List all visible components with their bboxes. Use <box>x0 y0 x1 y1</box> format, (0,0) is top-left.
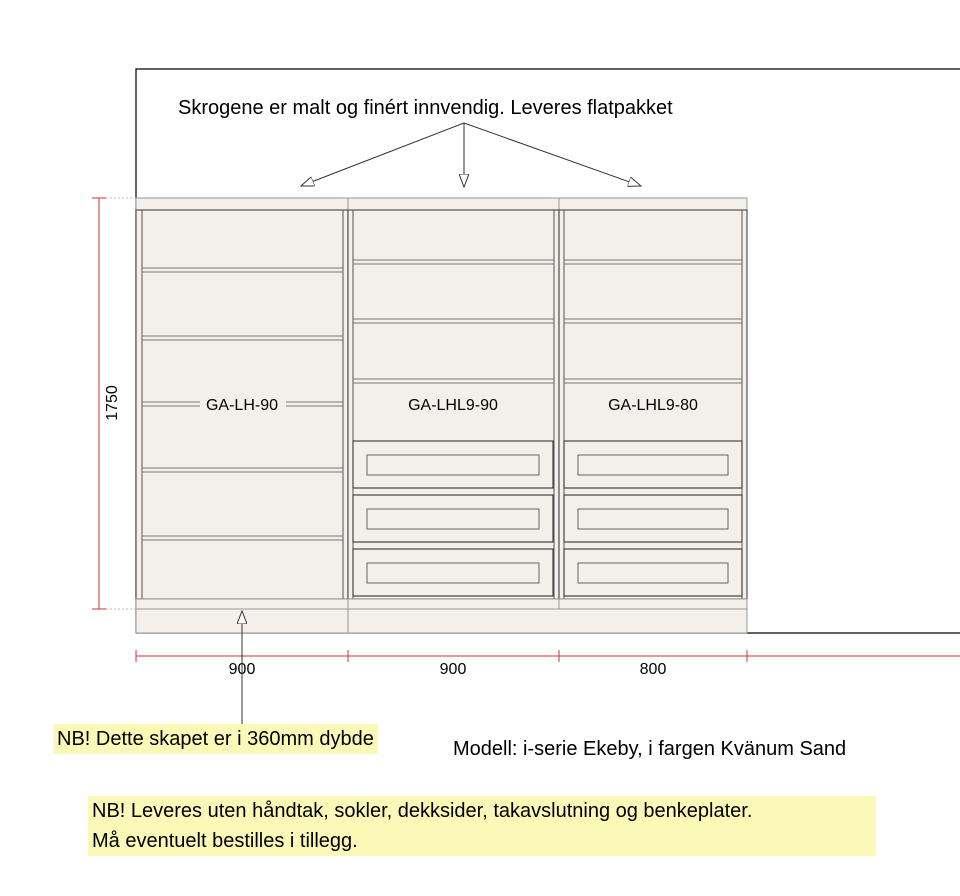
cabinet-ga-lh-90 <box>136 210 348 599</box>
bottom-note-line-2: Må eventuelt bestilles i tillegg. <box>92 830 358 852</box>
drawer-fronts <box>564 441 742 596</box>
top-panel <box>136 198 747 210</box>
cabinet-ga-lhl9-80 <box>559 210 747 599</box>
bottom-note <box>88 796 876 856</box>
width-dimension-label: 900 <box>439 661 467 678</box>
cabinet-label: GA-LH-90 <box>205 397 279 414</box>
cabinet-label: GA-LHL9-90 <box>408 397 498 414</box>
height-dimension-label: 1750 <box>104 385 121 421</box>
model-note: Modell: i-serie Ekeby, i fargen Kvänum Sand <box>453 738 847 760</box>
bottom-note-line-1: NB! Leveres uten håndtak, sokler, dekksider, takavslutning og benkeplater. <box>92 800 753 822</box>
header-note-arrows <box>301 123 641 187</box>
depth-note: NB! Dette skapet er i 360mm dybde <box>53 724 378 754</box>
header-note: Skrogene er malt og finért innvendig. Leveres flatpakket <box>178 97 673 119</box>
cabinet-label: GA-LHL9-80 <box>608 397 698 414</box>
width-dimension-line <box>136 650 960 662</box>
drawer-fronts <box>353 441 553 596</box>
width-dimension-label: 800 <box>639 661 667 678</box>
plinth <box>136 599 747 633</box>
cabinet-ga-lhl9-90 <box>348 210 559 599</box>
width-dimension-label: 900 <box>228 661 256 678</box>
